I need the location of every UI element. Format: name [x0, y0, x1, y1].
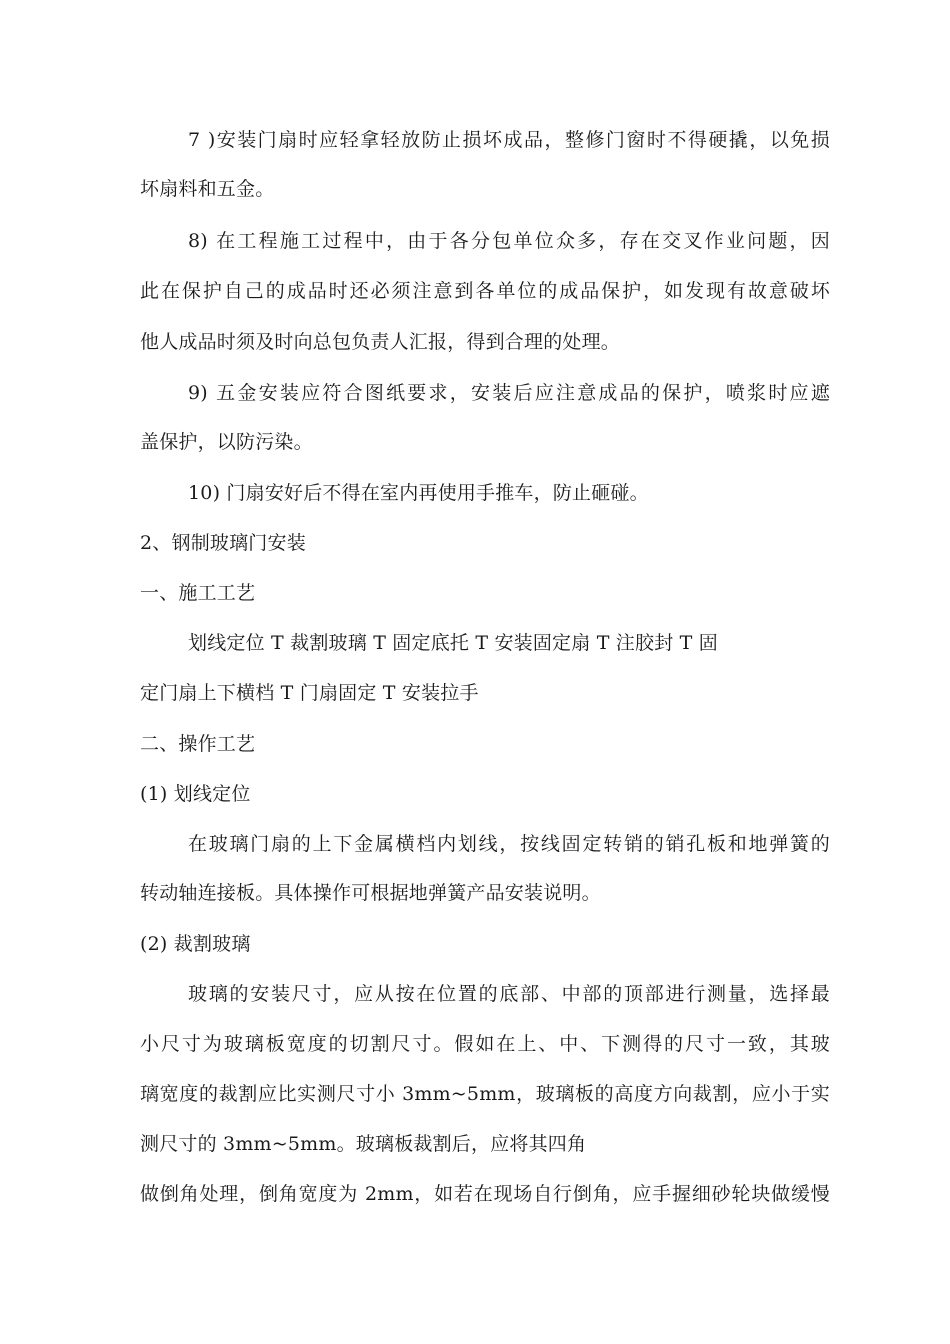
- section-heading-steel-glass-door: 2、钢制玻璃门安装: [140, 532, 306, 554]
- marking-paragraph-line-2: 转动轴连接板。具体操作可根据地弹簧产品安装说明。: [140, 882, 601, 904]
- heading-construction-process: 一、施工工艺: [140, 582, 256, 604]
- paragraph-7-line-2: 坏扇料和五金。: [140, 178, 275, 200]
- paragraph-8-line-2: 此在保护自己的成品时还必须注意到各单位的成品保护，如发现有故意破坏: [140, 280, 830, 302]
- process-flow-line-2: 定门扇上下横档 T 门扇固定 T 安装拉手: [140, 682, 479, 704]
- paragraph-9-line-2: 盖保护，以防污染。: [140, 431, 313, 453]
- paragraph-10-line-1: 10) 门扇安好后不得在室内再使用手推车，防止砸碰。: [188, 482, 649, 504]
- heading-operation-process: 二、操作工艺: [140, 733, 256, 755]
- cutting-paragraph-line-3: 璃宽度的裁割应比实测尺寸小 3mm~5mm，玻璃板的高度方向裁割，应小于实: [140, 1083, 830, 1105]
- subheading-marking-positioning: (1) 划线定位: [140, 783, 251, 805]
- cutting-paragraph-line-1: 玻璃的安装尺寸，应从按在位置的底部、中部的顶部进行测量，选择最: [188, 983, 830, 1005]
- paragraph-9-line-1: 9) 五金安装应符合图纸要求，安装后应注意成品的保护，喷浆时应遮: [188, 382, 830, 404]
- paragraph-7-line-1: 7 )安装门扇时应轻拿轻放防止损坏成品，整修门窗时不得硬撬，以免损: [188, 129, 830, 151]
- paragraph-8-line-1: 8) 在工程施工过程中，由于各分包单位众多，存在交叉作业问题，因: [188, 230, 830, 252]
- cutting-paragraph-line-5: 做倒角处理，倒角宽度为 2mm，如若在现场自行倒角，应手握细砂轮块做缓慢: [140, 1183, 830, 1205]
- subheading-cutting-glass: (2) 裁割玻璃: [140, 933, 251, 955]
- process-flow-line-1: 划线定位 T 裁割玻璃 T 固定底托 T 安装固定扇 T 注胶封 T 固: [188, 632, 718, 654]
- cutting-paragraph-line-4: 测尺寸的 3mm~5mm。玻璃板裁割后，应将其四角: [140, 1133, 587, 1155]
- cutting-paragraph-line-2: 小尺寸为玻璃板宽度的切割尺寸。假如在上、中、下测得的尺寸一致，其玻: [140, 1033, 830, 1055]
- marking-paragraph-line-1: 在玻璃门扇的上下金属横档内划线，按线固定转销的销孔板和地弹簧的: [188, 833, 830, 855]
- paragraph-8-line-3: 他人成品时须及时向总包负责人汇报，得到合理的处理。: [140, 331, 621, 353]
